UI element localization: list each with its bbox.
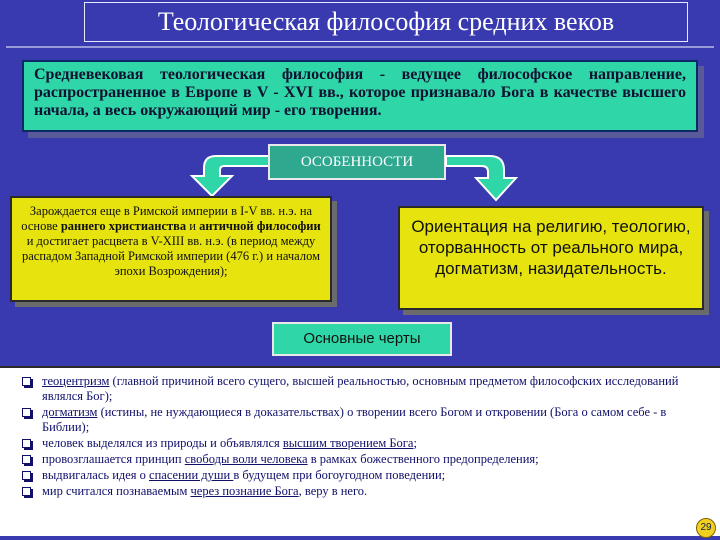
trait-text: (главной причиной всего сущего, высшей реальностью, основным предметом философских исследований являлся Бог); bbox=[42, 374, 679, 403]
checkbox-bullet-icon bbox=[22, 471, 31, 480]
trait-underlined: через познание Бога bbox=[190, 484, 299, 498]
definition-box: Средневековая теологическая философия - ведущее философское направление, распространенное в Европе в V - XVI вв., которое признавало Бога в качестве высшего начала, а весь окружающий мир - его творения. bbox=[22, 60, 698, 132]
trait-underlined: теоцентризм bbox=[42, 374, 110, 388]
list-item bbox=[22, 468, 690, 483]
origin-text-1: Зарождается еще в Римской империи в I-V вв. н.э. на основе bbox=[21, 204, 313, 233]
features-label: ОСОБЕННОСТИ bbox=[268, 144, 446, 180]
trait-text: , веру в него. bbox=[298, 484, 368, 498]
trait-underlined: спасении души bbox=[149, 468, 234, 482]
trait-text: провозглашается принцип bbox=[42, 452, 185, 466]
list-item bbox=[22, 452, 690, 467]
list-item bbox=[22, 405, 690, 435]
main-traits-label: Основные черты bbox=[272, 322, 452, 356]
origin-description-box bbox=[10, 196, 332, 302]
list-item bbox=[22, 436, 690, 451]
checkbox-bullet-icon bbox=[22, 487, 31, 496]
list-item bbox=[22, 374, 690, 404]
list-item bbox=[22, 484, 690, 499]
checkbox-bullet-icon bbox=[22, 408, 31, 417]
trait-text: ; bbox=[413, 436, 417, 450]
trait-text: мир считался познаваемым bbox=[42, 484, 191, 498]
trait-underlined: догматизм bbox=[42, 405, 98, 419]
slide-title: Теологическая философия средних веков bbox=[84, 2, 688, 42]
title-divider bbox=[6, 46, 714, 48]
checkbox-bullet-icon bbox=[22, 455, 31, 464]
checkbox-bullet-icon bbox=[22, 439, 31, 448]
trait-text: в будущем при богоугодном поведении; bbox=[233, 468, 446, 482]
trait-text: в рамках божественного предопределения; bbox=[307, 452, 539, 466]
trait-text: человек выделялся из природы и объявлялся bbox=[42, 436, 283, 450]
traits-list bbox=[22, 374, 690, 499]
trait-text: (истины, не нуждающиеся в доказательствах) о творении всего Богом и откровении (Бога о самом себе - в Библии); bbox=[42, 405, 667, 434]
origin-text-2: и bbox=[186, 219, 200, 233]
origin-bold-christianity: раннего христианства bbox=[60, 219, 187, 233]
trait-underlined: свободы воли человека bbox=[184, 452, 308, 466]
checkbox-bullet-icon bbox=[22, 377, 31, 386]
page-number-badge: 29 bbox=[696, 518, 716, 538]
origin-text-3: и достигает расцвета в V-XIII вв. н.э. (в период между распадом Западной Римской империи (476 г.) и началом эпохи Возрождения); bbox=[21, 234, 320, 278]
left-curved-arrow-icon bbox=[176, 150, 276, 200]
trait-underlined: высшим творением Бога bbox=[282, 436, 414, 450]
trait-text: выдвигалась идея о bbox=[42, 468, 150, 482]
right-curved-arrow-icon bbox=[444, 150, 534, 202]
origin-bold-antique: античной философии bbox=[199, 219, 321, 233]
orientation-box: Ориентация на религию, теологию, оторванность от реального мира, догматизм, назидательность. bbox=[398, 206, 704, 310]
traits-list-area bbox=[0, 366, 720, 536]
